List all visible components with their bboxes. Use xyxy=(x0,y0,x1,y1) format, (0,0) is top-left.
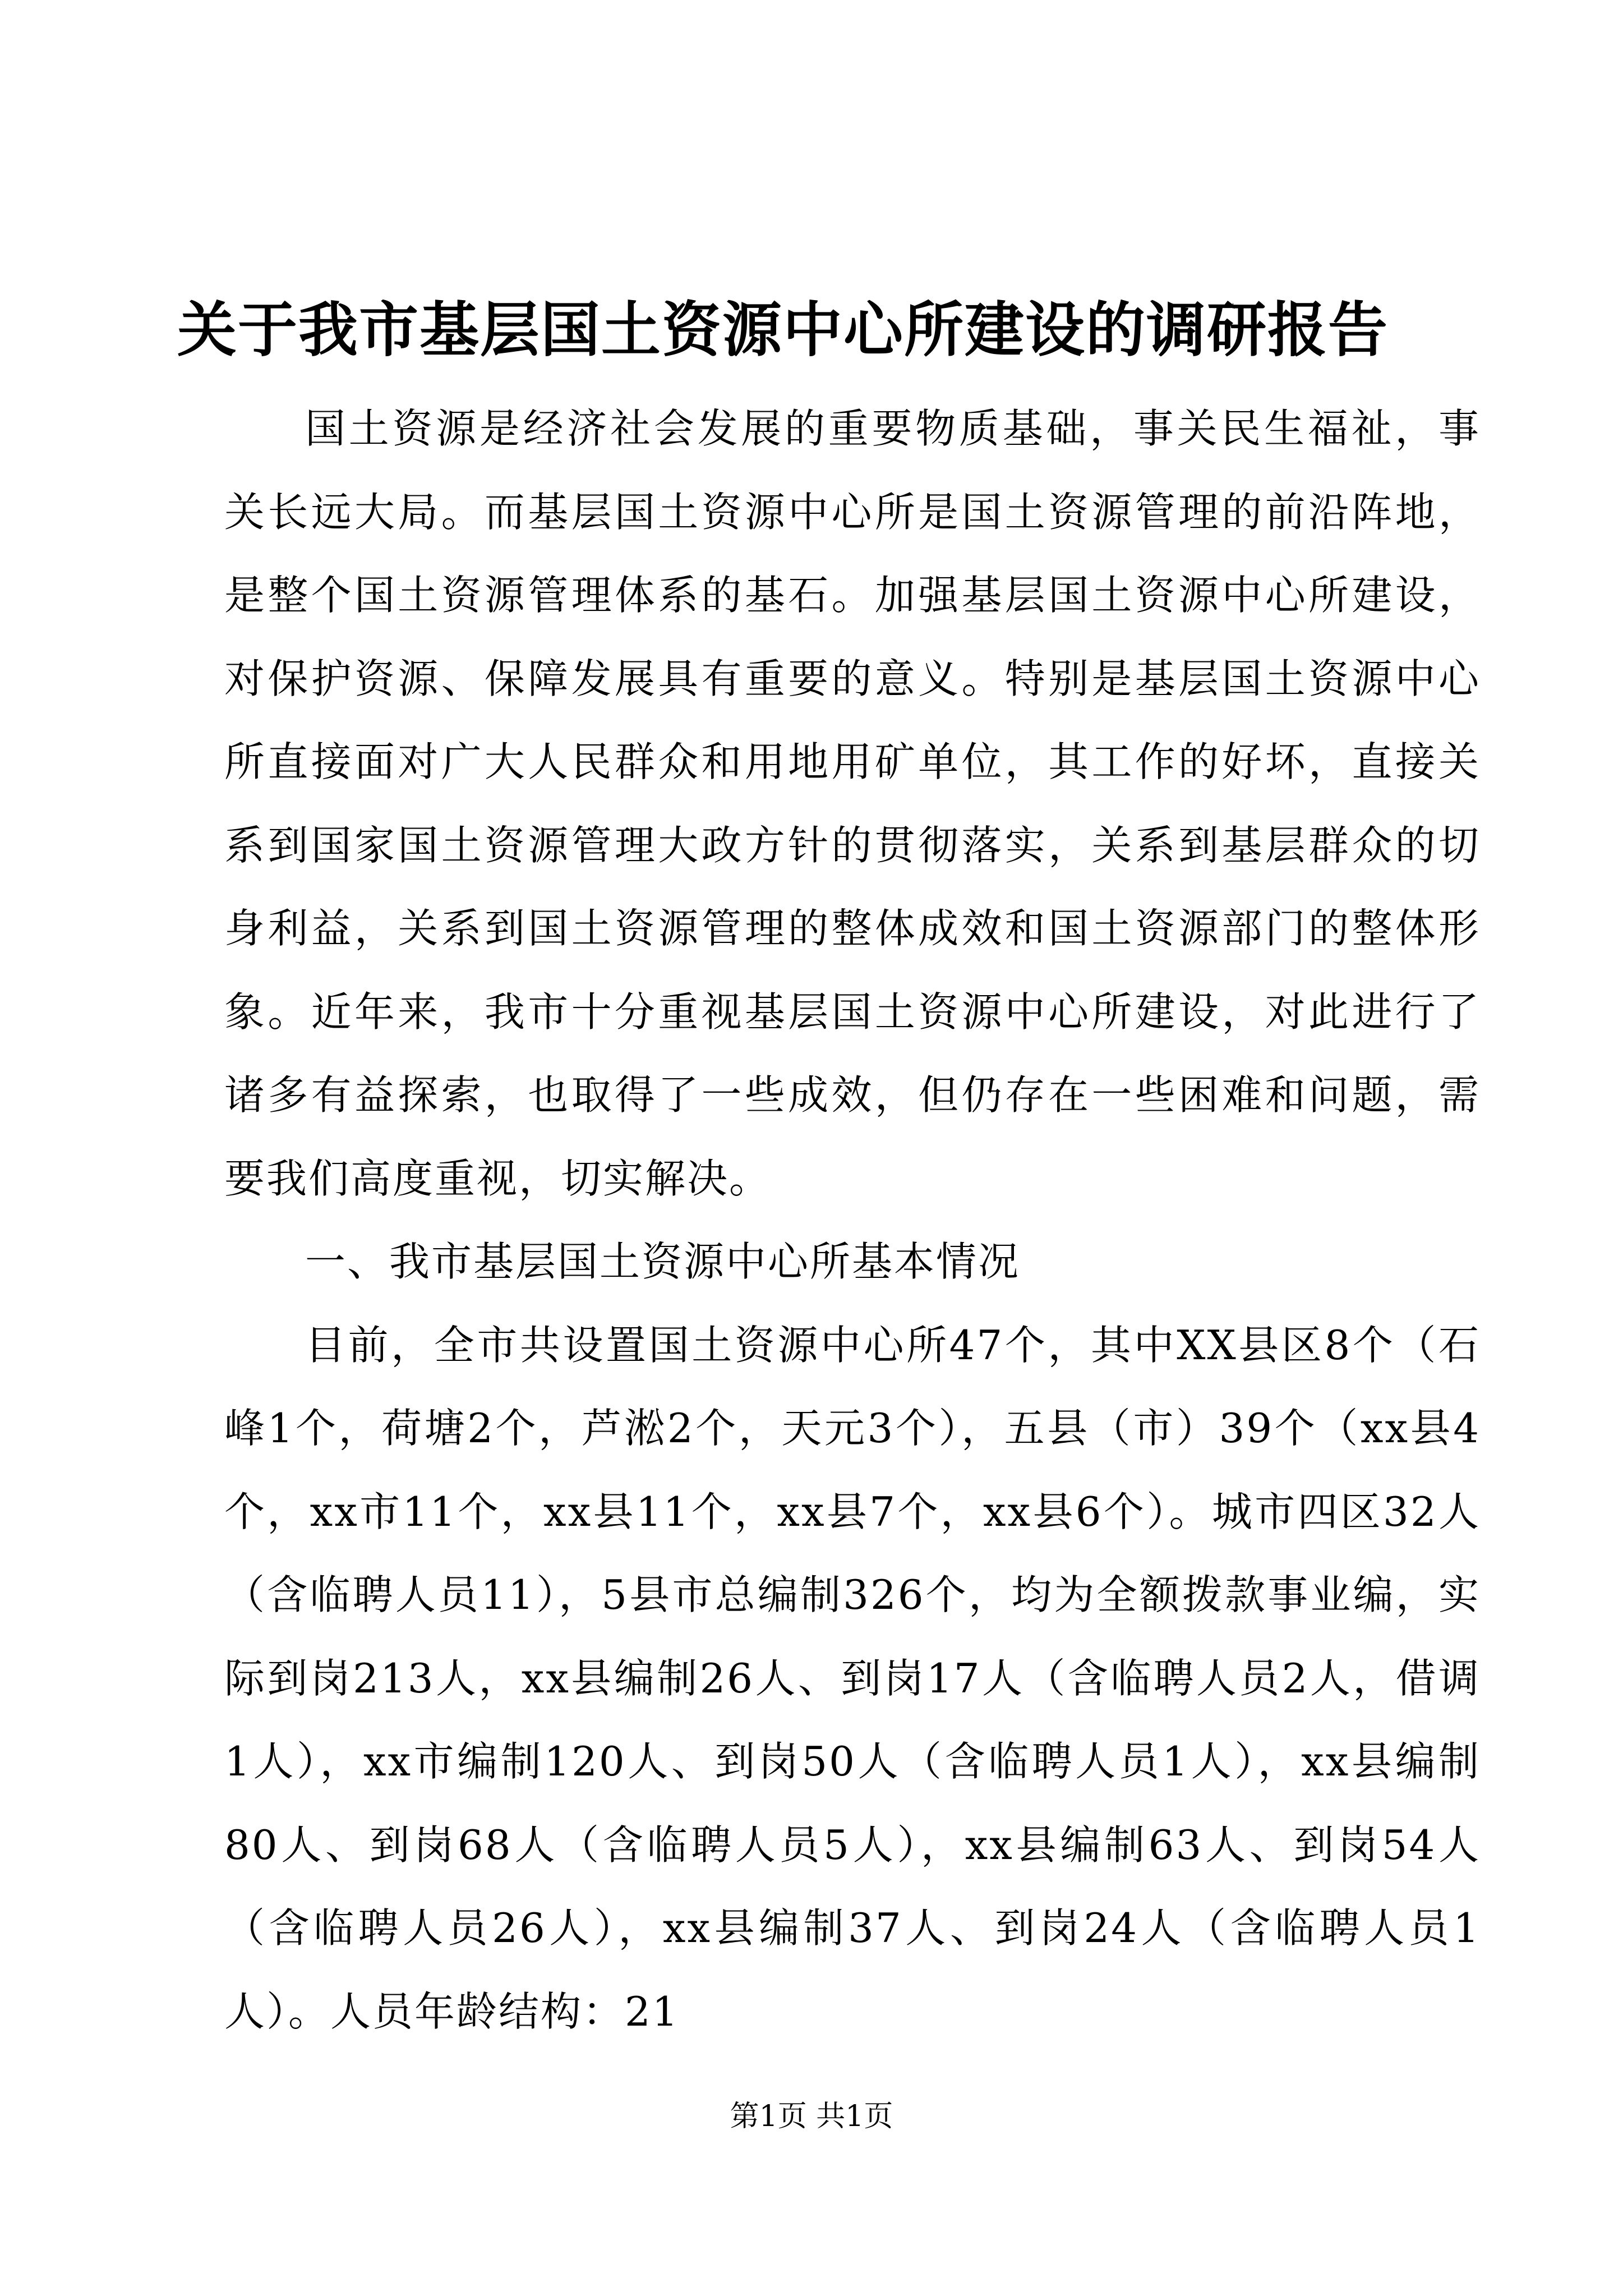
intro-paragraph: 国土资源是经济社会发展的重要物质基础，事关民生福祉，事关长远大局。而基层国土资源中心所是国土资源管理的前沿阵地，是整个国土资源管理体系的基石。加强基层国土资源中心所建设，对保护资源、保障发展具有重要的意义。特别是基层国土资源中心所直接面对广大人民群众和用地用矿单位，其工作的好坏，直接关系到国家国土资源管理大政方针的贯彻落实，关系到基层群众的切身利益，关系到国土资源管理的整体成效和国土资源部门的整体形象。近年来，我市十分重视基层国土资源中心所建设，对此进行了诸多有益探索，也取得了一些成效，但仍存在一些困难和问题，需要我们高度重视，切实解决。 xyxy=(224,405,1481,1202)
document-title: 关于我市基层国土资源中心所建设的调研报告 xyxy=(177,295,1389,365)
document-body xyxy=(224,387,1481,2053)
section-1-heading: 一、我市基层国土资源中心所基本情况 xyxy=(305,1238,1021,1285)
section-1-paragraph: 目前，全市共设置国土资源中心所47个，其中XX县区8个（石峰1个，荷塘2个，芦淞2个，天元3个），五县（市）39个（xx县4个，xx市11个，xx县11个，xx县7个，xx县6个）。城市四区32人（含临聘人员11），5县市总编制326个，均为全额拨款事业编，实际到岗213人，xx县编制26人、到岗17人（含临聘人员2人，借调1人），xx市编制120人、到岗50人（含临聘人员1人），xx县编制80人、到岗68人（含临聘人员5人），xx县编制63人、到岗54人（含临聘人员26人），xx县编制37人、到岗24人（含临聘人员1人）。人员年龄结构：21 xyxy=(224,1321,1481,2035)
page-number-footer: 第1页 共1页 xyxy=(730,2100,893,2133)
